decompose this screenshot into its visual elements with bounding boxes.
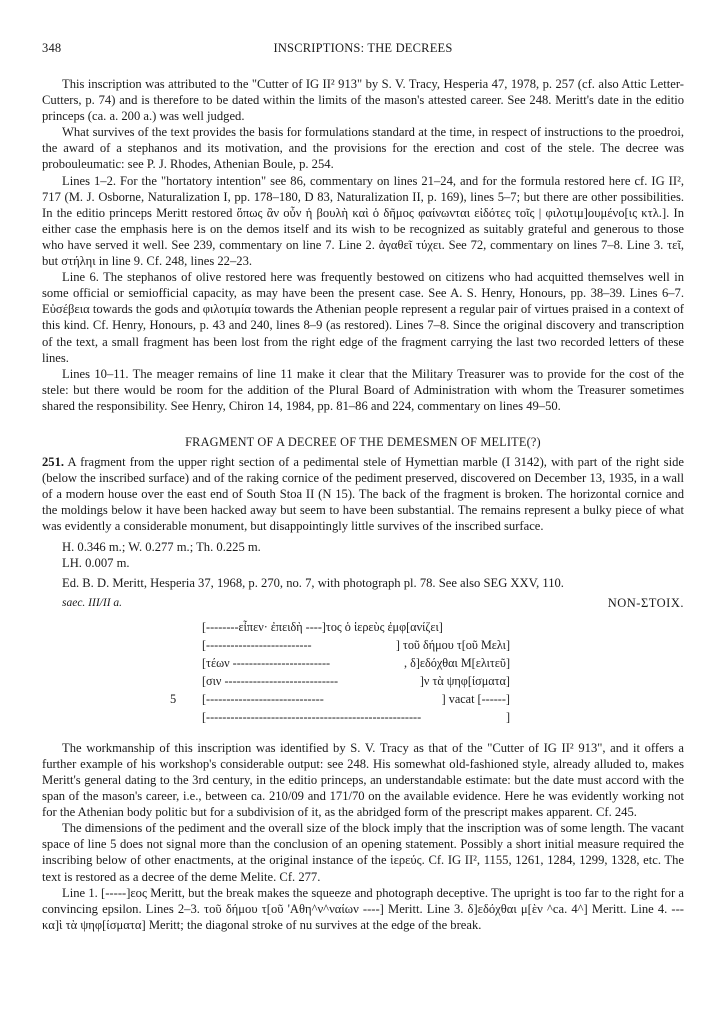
- greek-line: [202, 709, 510, 727]
- discussion-paragraph: The workmanship of this inscription was identified by S. V. Tracy as that of the "Cutter of IG II² 913", and it offers a further example of his workshop's considerable output: see 248. His somewhat old-fashioned style, already alluded to, makes Meritt's general dating to the 3rd century, in the editio princeps, an understandable estimate: but the date must accord with the span of the mason's career, i.e., between ca. 210/09 and 171/70 on the available evidence. Here he was evidently working not for the Athenian body politic but for a subdivision of it, as the abridged form of the prescript makes apparent. Cf. 245.: [42, 740, 684, 820]
- page-number: 348: [42, 41, 62, 55]
- greek-line-right: , δ]εδόχθαι Μ[ελιτεῦ]: [404, 655, 510, 670]
- greek-line: [202, 673, 510, 691]
- entry-dimensions: H. 0.346 m.; W. 0.277 m.; Th. 0.225 m.: [62, 539, 261, 554]
- date-row: [42, 593, 684, 611]
- entry-number: 251.: [42, 455, 65, 470]
- commentary-paragraph: This inscription was attributed to the "Cutter of IG II² 913" by S. V. Tracy, Hesperia 47, 1978, p. 257 (cf. also Attic Letter-Cutters, p. 74) and is therefore to be dated within the limits of the mason's attested career. See 248. Meritt's date in the editio princeps (ca. a. 200 a.) was well judged.: [42, 77, 684, 124]
- commentary-paragraph: Lines 1–2. For the "hortatory intention" see 86, commentary on lines 21–24, and for the formula restored here cf. IG II², 717 (M. J. Osborne, Naturalization I, pp. 178–180, D 83, Naturalization II, p. 169), lines 5–7; but there are other possibilities. In the editio princeps Meritt restored ὅπως ἂν οὖν ἡ βουλὴ καὶ ὁ δῆμος φαίνωνται εἰδότες τοῖς | φιλοτιμ]ουμένο[ις κτλ.]. In either case the emphasis here is on the demos itself and its wish to be recognized as suitably grateful and generous to those who have served it well. See 239, commentary on line 7. Line 2. ἀγαθεῖ τύχει. See 72, commentary on lines 7–8. Line 3. τεῖ, but στήληι in line 9. Cf. 248, lines 22–23.: [42, 173, 684, 269]
- greek-line: [202, 655, 510, 673]
- greek-line-right: ]ν τὰ ψηφ[ίσματα]: [419, 673, 510, 688]
- entry-letter-height: LH. 0.007 m.: [62, 555, 130, 570]
- commentary-paragraph: What survives of the text provides the basis for formulations standard at the time, in respect of instructions to the proedroi, the award of a stephanos and its motivation, and the provisions for the erection and cost of the stele. The decree was probouleumatic: see P. J. Rhodes, Athenian Boule, p. 254.: [42, 125, 684, 172]
- line-number: 5: [170, 691, 177, 706]
- greek-line-left: [-----------------------------: [202, 691, 324, 706]
- entry-date: saec. III/II a.: [62, 596, 123, 609]
- page: [42, 40, 684, 933]
- greek-line-left: [σιν ----------------------------: [202, 673, 339, 688]
- commentary-paragraph: Lines 10–11. The meager remains of line 11 make it clear that the Military Treasurer was to provide for the cost of the stele: but there would be room for the addition of the Plural Board of Administration with whom the Treasurer sometimes shared the responsibility. See Henry, Chiron 14, 1984, pp. 81–86 and 224, commentary on lines 49–50.: [42, 366, 684, 413]
- running-header: [42, 40, 684, 58]
- discussion-section: [42, 740, 684, 933]
- running-title: INSCRIPTIONS: THE DECREES: [273, 41, 453, 55]
- greek-line-left: [--------εἶπεν· ἐπειδὴ ----]τος ὁ ἱερεὺς ἐμφ[ανίζει]: [202, 619, 443, 634]
- greek-line: [202, 691, 510, 709]
- section-title: FRAGMENT OF A DECREE OF THE DEMESMEN OF MELITE(?): [185, 434, 541, 449]
- greek-line: [202, 637, 510, 655]
- greek-line-right: ]: [505, 709, 510, 724]
- entry-style: NON-ΣΤΟΙΧ.: [607, 595, 684, 610]
- discussion-paragraph: The dimensions of the pediment and the overall size of the block imply that the inscription was of some length. The vacant space of line 5 does not signal more than the conclusion of an opening statement. Possibly a short initial measure required the inscribing below of other enactments, at the original instance of the ἱερεύς. Cf. IG II², 1155, 1261, 1284, 1299, 1328, etc. The text is restored as a decree of the deme Melite. Cf. 277.: [42, 821, 684, 884]
- entry-description-text: A fragment from the upper right section of a pedimental stele of Hymettian marble (I 3142), with part of the right side (below the inscribed surface) and of the raking cornice of the pediment preserved, discovered on December 13, 1935, in a wall of a modern house over the east end of South Stoa II (N 15). The back of the fragment is broken. The horizontal cornice and the moldings below it have been hacked away but seem to have been substantial. The remains represent a bulky piece of what was evidently a considerable monument, but disappointingly little survives of the inscribed surface.: [42, 455, 684, 534]
- entry-description: [42, 454, 684, 534]
- greek-line-right: ] τοῦ δήμου τ[οῦ Μελι]: [395, 637, 510, 652]
- commentary-paragraph: Line 6. The stephanos of olive restored here was frequently bestowed on citizens who had acquitted themselves well in some official or semiofficial capacity, as may have been the present case. See A. S. Henry, Honours, pp. 38–39. Lines 6–7. Εὐσέβεια towards the gods and φιλοτιμία towards the Athenian people represent a regular pair of virtues praised in a context of this kind. Cf. Henry, Honours, p. 43 and 240, lines 8–9 (as restored). Lines 7–8. Since the original discovery and transcription of the text, a small fragment has been lost from the right edge of the fragment carrying the last two recorded letters of these lines.: [42, 270, 684, 365]
- discussion-paragraph: Line 1. [-----]εος Meritt, but the break makes the squeeze and photograph deceptive. The upright is too far to the right for a convincing epsilon. Lines 2–3. τοῦ δήμου τ[οῦ 'Αθη^ν^ναίων ----] Meritt. Line 3. δ]εδόχθαι μ[ὲν ^ca. 4^] Meritt. Line 4. ---κα]ὶ τὰ ψηφ[ίσματα] Meritt; the diagonal stroke of nu survives at the edge of the break.: [42, 885, 684, 932]
- greek-line-left: [-----------------------------------------------------: [202, 709, 422, 724]
- greek-line-left: [--------------------------: [202, 637, 312, 652]
- greek-line-right: ] vacat [------]: [441, 691, 510, 706]
- greek-line-left: [τέων ------------------------: [202, 655, 331, 670]
- greek-text: [42, 619, 684, 734]
- commentary-section: [42, 76, 684, 414]
- greek-line: [202, 619, 510, 637]
- entry-edition: Ed. B. D. Meritt, Hesperia 37, 1968, p. 270, no. 7, with photograph pl. 78. See also SEG XXV, 110.: [62, 575, 564, 590]
